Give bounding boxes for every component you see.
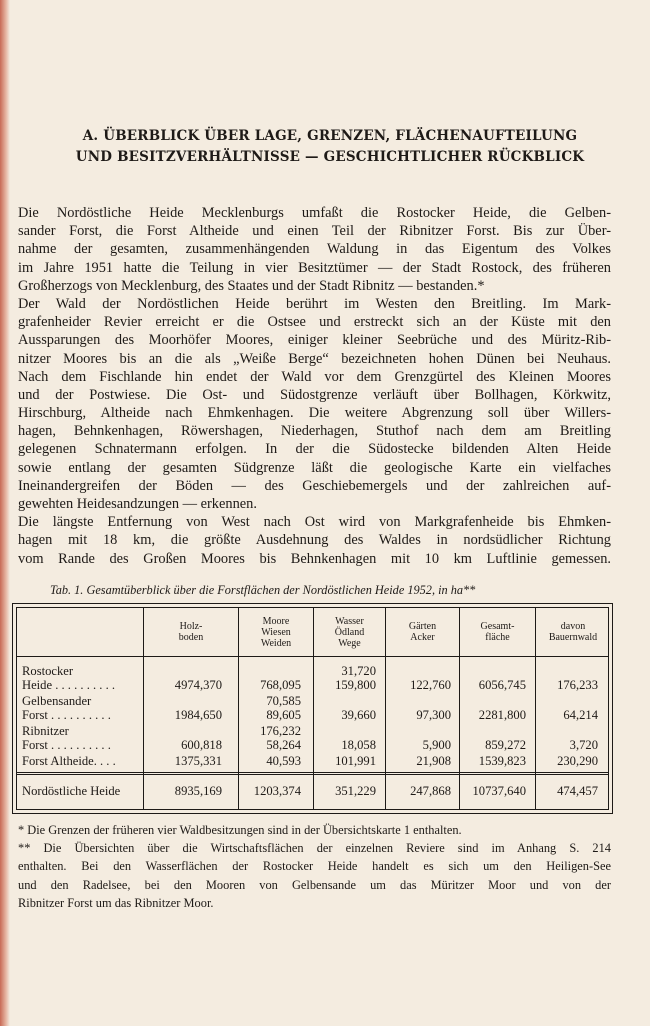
text-line: gelegenen Schnatermann erfolgen. In der die Südostecke bildenden Alten Heide <box>18 441 611 458</box>
cell-line: 31,720 <box>341 664 376 678</box>
header-line: fläche <box>485 632 510 643</box>
total-cell: 1203,374 <box>253 784 301 798</box>
cell-line <box>314 694 376 708</box>
text-line: Ineinandergreifen der Böden — des Geschiebemergels und der zahlreichen auf- <box>18 477 611 494</box>
cell-line <box>460 694 526 708</box>
table-grid <box>16 607 609 810</box>
text-line: Aussparungen des Moorhöfer Moores, einiger kleiner Seebrüche und des Müritz-Rib- <box>18 332 611 349</box>
cell-line: 58,264 <box>266 738 301 752</box>
table-cell <box>239 724 301 752</box>
table-cell <box>536 724 598 752</box>
cell-line: 89,605 <box>266 708 301 722</box>
table-cell <box>460 694 526 722</box>
total-divider <box>17 774 608 775</box>
header-line: Wasser <box>335 615 364 627</box>
cell-line: 2281,800 <box>478 708 526 722</box>
table-cell <box>386 724 451 752</box>
header-line: Ödland <box>334 626 365 638</box>
header-line: Bauernwald <box>548 632 598 643</box>
cell-line <box>239 664 301 678</box>
cell-line <box>460 724 526 738</box>
total-cell: 351,229 <box>335 784 376 798</box>
row-label-line: Forst . . . . . . . . . . <box>22 708 111 722</box>
total-divider <box>17 772 608 773</box>
paragraph <box>18 513 611 568</box>
text-line: grafenheider Revier erreicht er die Ostsee und erstreckt sich an der Küste mit den <box>18 314 611 331</box>
header-line: Weiden <box>260 637 292 649</box>
text-line: gewehten Heidesandzungen — erkennen. <box>18 496 257 512</box>
header-line: davon <box>560 621 586 632</box>
cell-line <box>536 694 598 708</box>
text-line: hagen, Behnkenhagen, Röwershagen, Niederhagen, Stuthof nach dem am Breitling <box>18 423 611 440</box>
column-header <box>460 608 535 656</box>
text-line: nahme der gesamten, zusammenhängenden Waldung in das Eigentum des Volkes <box>18 241 611 258</box>
cell-line <box>314 724 376 738</box>
table-cell <box>386 694 451 722</box>
footnote-line: und den Radelsee, bei den Mooren von Gelbensande um das Müritzer Moor und von der <box>18 877 611 892</box>
column-header <box>536 608 610 656</box>
table-cell <box>536 664 598 692</box>
cell-line: 5,900 <box>422 738 451 752</box>
footnote <box>18 840 611 913</box>
header-line: Holz- <box>179 621 203 632</box>
text-line: Die längste Entfernung von West nach Ost wird von Markgrafenheide bis Ehmken- <box>18 514 611 531</box>
row-label-line: Forst Altheide. . . . <box>22 754 116 768</box>
cell-line: 176,233 <box>557 678 598 692</box>
cell-line: 859,272 <box>485 738 526 752</box>
paragraph <box>18 204 611 295</box>
cell-line: 600,818 <box>181 738 222 752</box>
cell-line <box>386 694 451 708</box>
row-label-line: Gelbensander <box>22 694 92 708</box>
cell-line <box>536 664 598 678</box>
table-cell <box>460 664 526 692</box>
row-label <box>22 754 116 768</box>
cell-line: 1984,650 <box>174 708 222 722</box>
total-cell: 474,457 <box>557 784 598 798</box>
body-text <box>18 204 611 568</box>
footnote-line: Ribnitzer Forst um das Ribnitzer Moor. <box>18 895 214 910</box>
cell-line: 6056,745 <box>478 678 526 692</box>
cell-line: 97,300 <box>416 708 451 722</box>
total-cell: 8935,169 <box>174 784 222 798</box>
row-label <box>22 664 115 692</box>
footnote-line: enthalten. Bei den Wasserflächen der Rostocker Heide handelt es sich um den Heiligen-See <box>18 859 611 874</box>
column-header <box>239 608 313 656</box>
cell-line: 3,720 <box>569 738 598 752</box>
header-divider <box>17 656 608 657</box>
paragraph <box>18 295 611 513</box>
row-label-line: Ribnitzer <box>22 724 69 738</box>
table-cell <box>144 664 222 692</box>
forest-area-table <box>12 603 613 814</box>
cell-line: 159,800 <box>335 678 376 692</box>
row-label <box>22 724 111 752</box>
page-edge <box>0 0 10 1026</box>
total-row-label: Nordöstliche Heide <box>22 784 121 798</box>
table-caption: Tab. 1. Gesamtüberblick über die Forstflächen der Nordöstlichen Heide 1952, in ha** <box>50 583 476 597</box>
cell-line <box>144 664 222 678</box>
text-line: sander Forst, die Forst Altheide und einen Teil der Ribnitzer Forst. Bis zur Über- <box>18 223 611 240</box>
text-line: Großherzogs von Mecklenburg, des Staates und der Stadt Ribnitz — bestanden.* <box>18 277 485 294</box>
text-line: Nach dem Fischlande hin endet der Wald vor dem Grenzgürtel des Kleinen Moores <box>18 368 611 385</box>
footnotes <box>18 822 611 913</box>
text-line: und der Postwiese. Die Ost- und Südostgrenze verläuft über Bollhagen, Körkwitz, <box>18 386 611 403</box>
text-line: Hirschburg, Altheide nach Ehmkenhagen. Die weitere Abgrenzung soll über Willers- <box>18 405 611 422</box>
table-cell <box>314 664 376 692</box>
table-cell: 1375,331 <box>174 754 222 768</box>
table-cell <box>144 724 222 752</box>
footnote-line: ** Die Übersichten über die Wirtschaftsflächen der einzelnen Reviere sind im Anhang S. 214 <box>18 841 611 856</box>
text-line: Der Wald der Nordöstlichen Heide berührt im Westen den Breitling. Im Mark- <box>18 295 611 312</box>
header-line: Acker <box>410 632 435 643</box>
row-label-line: Forst . . . . . . . . . . <box>22 738 111 752</box>
cell-line <box>144 694 222 708</box>
cell-line <box>386 664 451 678</box>
text-line: Die Nordöstliche Heide Mecklenburgs umfaßt die Rostocker Heide, die Gelben- <box>18 205 611 221</box>
cell-line: 122,760 <box>410 678 451 692</box>
row-label-line: Heide . . . . . . . . . . <box>22 678 116 692</box>
cell-line: 70,585 <box>266 694 301 708</box>
heading-line: A. ÜBERBLICK ÜBER LAGE, GRENZEN, FLÄCHENAUFTEILUNG <box>82 128 578 144</box>
header-line: Gärten <box>408 621 437 632</box>
table-cell <box>314 694 376 722</box>
table-cell: 1539,823 <box>478 754 526 768</box>
cell-line <box>536 724 598 738</box>
cell-line: 18,058 <box>341 738 376 752</box>
table-cell: 40,593 <box>266 754 301 768</box>
table-cell: 101,991 <box>335 754 376 768</box>
text-line: sowie entlang der gesamten Südgrenze läßt die geologische Karte ein vielfaches <box>18 459 611 476</box>
text-line: hagen mit 18 km, die größte Ausdehnung des Waldes in nordsüdlicher Richtung <box>18 532 611 549</box>
cell-line <box>460 664 526 678</box>
column-header <box>314 608 385 656</box>
table-cell <box>239 694 301 722</box>
text-line: im Jahre 1951 hatte die Teilung in vier Besitztümer — der Stadt Rostock, des früheren <box>18 259 611 276</box>
column-header <box>386 608 459 656</box>
header-line: Wege <box>338 637 361 649</box>
table-cell <box>314 724 376 752</box>
table-cell <box>386 664 451 692</box>
table-cell: 21,908 <box>416 754 451 768</box>
table-cell <box>536 694 598 722</box>
total-cell: 10737,640 <box>472 784 526 798</box>
table-cell: 230,290 <box>557 754 598 768</box>
footnote-line: * Die Grenzen der früheren vier Waldbesitzungen sind in der Übersichtskarte 1 enthalten. <box>18 823 462 837</box>
table-cell <box>460 724 526 752</box>
header-line: boden <box>178 632 204 643</box>
cell-line: 4974,370 <box>174 678 222 692</box>
cell-line <box>386 724 451 738</box>
table-cell <box>239 664 301 692</box>
cell-line: 39,660 <box>341 708 376 722</box>
cell-line: 768,095 <box>260 678 301 692</box>
footnote <box>18 822 611 840</box>
table-cell <box>144 694 222 722</box>
cell-line: 176,232 <box>260 724 301 738</box>
column-header <box>144 608 238 656</box>
text-line: nitzer Moores bis an die als „Weiße Berge“ bezeichneten hohen Dünen bei Neuhaus. <box>18 350 611 367</box>
header-line: Gesamt- <box>480 621 515 632</box>
row-label <box>22 694 111 722</box>
total-cell: 247,868 <box>410 784 451 798</box>
header-line: Wiesen <box>261 626 291 638</box>
cell-line: 64,214 <box>563 708 598 722</box>
text-line: vom Rande des Großen Moores bis Behnkenhagen mit 10 km Luftlinie gemessen. <box>18 550 611 567</box>
heading-line: UND BESITZVERHÄLTNISSE — GESCHICHTLICHER RÜCKBLICK <box>75 149 585 165</box>
row-label-line: Rostocker <box>22 664 74 678</box>
header-line: Moore <box>262 615 290 627</box>
cell-line <box>144 724 222 738</box>
section-heading <box>35 126 625 168</box>
